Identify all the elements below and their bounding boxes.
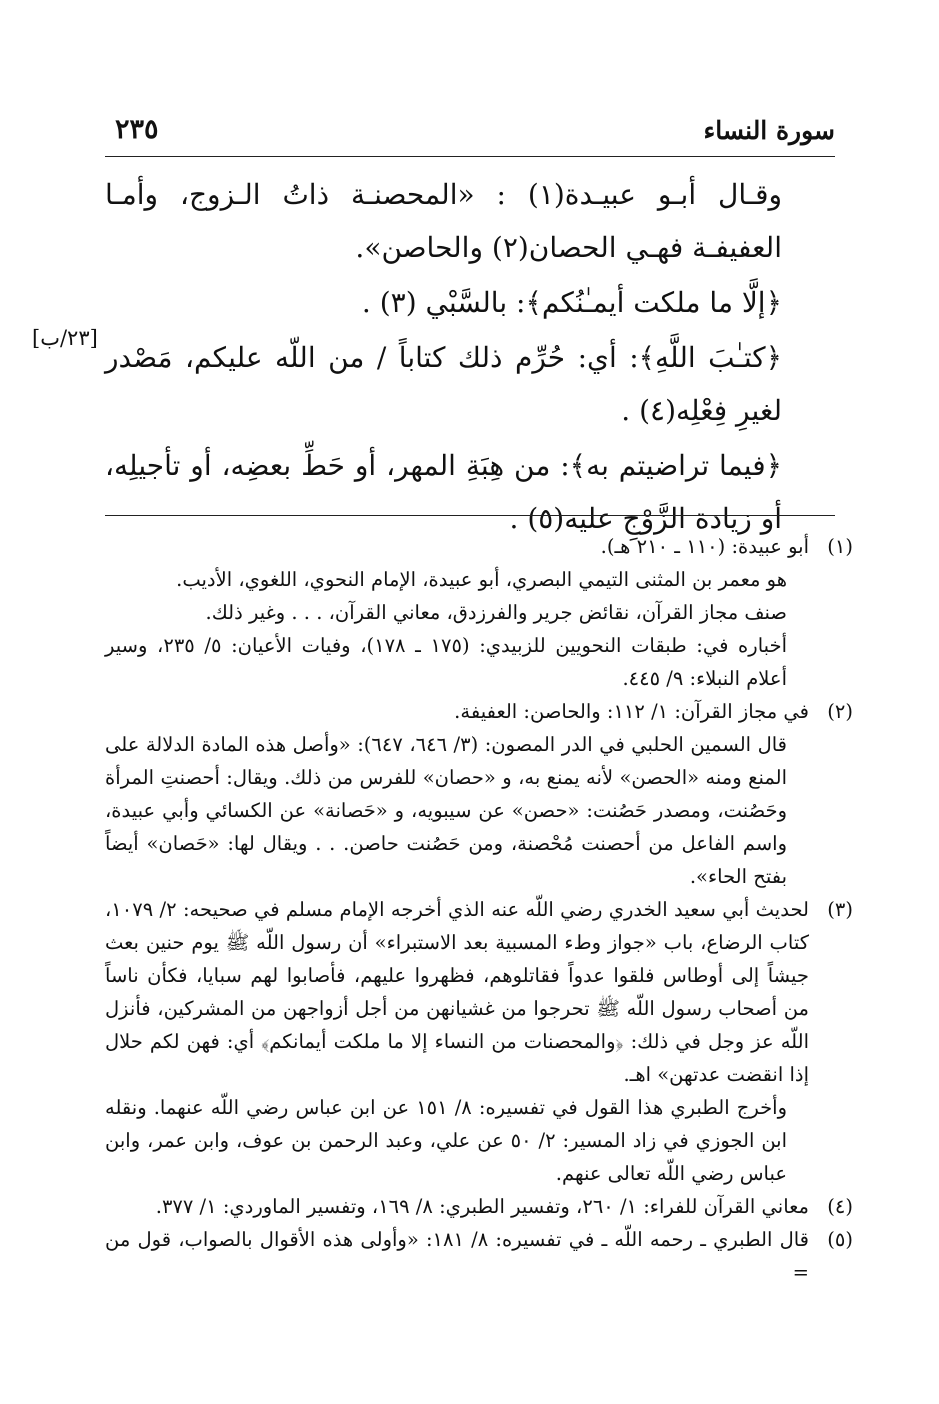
main-text [105,168,820,547]
footnote-4 [105,1190,853,1223]
chapter-title: سورة النساء [703,116,835,145]
footnotes [105,530,853,1289]
running-header [105,112,835,157]
footnote-line: أبو عبيدة: (١١٠ ـ ٢١٠ هـ). [600,535,809,558]
footnote-number: (٤) [827,1195,853,1218]
footnote-number: (٢) [827,700,853,723]
footnote-line: أخباره في: طبقات النحويين للزبيدي: (١٧٥ ـ ١٧٨)، وفيات الأعيان: ٥/ ٢٣٥، وسير أعلام النبلاء: ٩/ ٤٤٥. [105,634,787,690]
footnote-2 [105,695,853,893]
footnote-separator [105,515,835,516]
footnote-line: قال السمين الحلبي في الدر المصون: (٣/ ٦٤٦، ٦٤٧): «وأصل هذه المادة الدلالة على المنع ومنه «الحصن» لأنه يمنع به، و «حصان» للفرس من ذلك. ويقال: أحصنتِ المرأة وحَصُنت، ومصدر حَصُنت: «حصن» عن سيبويه، و «حَصانة» عن الكسائي وأبي عبيدة، واسم الفاعل من أحصنت مُحْصنة، ومن حَصُنت حاصن. . . ويقال لها: «حَصان» أيضاً بفتح الحاء». [105,733,787,888]
main-paragraph: ﴿كتـٰبَ اللَّهِ﴾: أي: حُرِّم ذلك كتاباً / من اللّه عليكم، مَصْدر لغيرِ فِعْلِه(٤) . [105,341,782,427]
margin-folio-reference: [٢٣/ب] [32,326,98,350]
main-paragraph: ﴿إلَّا ما ملكت أيمـٰنُكم﴾: بالسَّبْي (٣) . [361,286,782,319]
footnote-number: (٥) [827,1228,853,1251]
main-paragraph: وقـال أبـو عبيـدة(١) : «المحصنـة ذاتُ الـزوج، وأمـا العفيفـة فهـي الحصان(٢) والحاصن». [105,178,783,264]
footnote-number: (١) [827,535,853,558]
footnote-line: وأخرج الطبري هذا القول في تفسيره: ٨/ ١٥١ عن ابن عباس رضي اللّه عنهما. ونقله ابن الجوزي في زاد المسير: ٢/ ٥٠ عن علي، وعبد الرحمن بن عوف، وابن عمر، وابن عباس رضي اللّه تعالى عنهم. [105,1096,788,1185]
footnote-line: قال الطبري ـ رحمه اللّه ـ في تفسيره: ٨/ ١٨١: «وأولى هذه الأقوال بالصواب، قول من = [105,1228,809,1284]
footnote-number: (٣) [827,898,853,921]
footnote-line: صنف مجاز القرآن، نقائض جرير والفرزدق، معاني القرآن، . . . وغير ذلك. [205,601,787,624]
footnote-line: في مجاز القرآن: ١/ ١١٢: والحاصن: العفيفة. [454,700,809,723]
page-number: ٢٣٥ [115,114,159,145]
footnote-line: هو معمر بن المثنى التيمي البصري، أبو عبيدة، الإمام النحوي، اللغوي، الأديب. [176,568,787,591]
footnote-line: لحديث أبي سعيد الخدري رضي اللّه عنه الذي أخرجه الإمام مسلم في صحيحه: ٢/ ١٠٧٩، كتاب الرضاع، باب «جواز وطء المسبية بعد الاستبراء» أن رسول اللّه ﷺ يوم حنين بعث جيشاً إلى أوطاس فلقوا عدواً فقاتلوهم، فظهروا عليهم، فأصابوا لهم سبايا، فكأن ناساً من أصحاب رسول اللّه ﷺ تحرجوا من غشيانهن من أجل أزواجهن من المشركين، فأنزل اللّه عز وجل في ذلك: ﴿والمحصنات من النساء إلا ما ملكت أيمانكم﴾ أي: فهن لكم حلال إذا انقضت عدتهن» اهـ. [105,898,809,1086]
footnote-1 [105,530,853,695]
footnote-line: معاني القرآن للفراء: ١/ ٢٦٠، وتفسير الطبري: ٨/ ١٦٩، وتفسير الماوردي: ١/ ٣٧٧. [155,1195,809,1218]
main-paragraph: ﴿فيما تراضيتم به﴾: من هِبَةِ المهر، أو حَطِّ بعضِه، أو تأجيلِه، أو زيادة الزَّوْجِ عليه(٥) . [105,449,782,535]
footnote-5 [105,1223,853,1289]
footnote-3 [105,893,853,1190]
